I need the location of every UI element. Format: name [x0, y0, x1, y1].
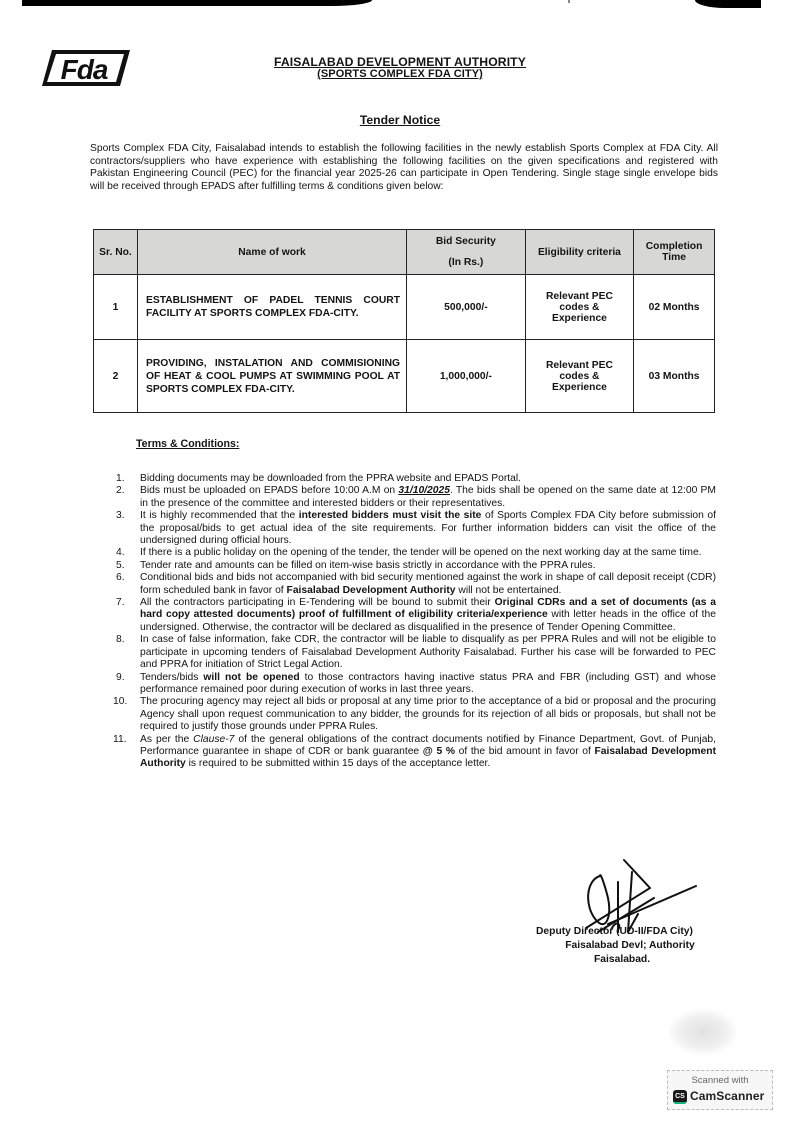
- term-item: [113, 696, 716, 733]
- camscanner-watermark: [667, 1070, 773, 1110]
- header-completion-time: Completion Time: [634, 230, 715, 275]
- page-title: Tender Notice: [359, 113, 441, 127]
- term-number: 10.: [113, 696, 128, 708]
- term-item: [116, 547, 716, 559]
- term-number: 6.: [116, 572, 125, 584]
- cell-bid-security: 1,000,000/-: [407, 340, 526, 413]
- header-bid-security-unit: (In Rs.): [448, 257, 484, 268]
- term-text: . The bids shall be opened on the same date at 12:00 PM in the presence of the committee and interested bidders or their representatives.: [140, 485, 717, 509]
- fda-logo-icon: [42, 49, 130, 87]
- header-sr-no: Sr. No.: [94, 230, 138, 275]
- term-number: 11.: [113, 733, 127, 745]
- term-text: As per the: [140, 733, 194, 745]
- header-bid-security: [407, 230, 526, 275]
- cell-name-of-work: ESTABLISHMENT OF PADEL TENNIS COURT FACILITY AT SPORTS COMPLEX FDA-CITY.: [137, 275, 406, 340]
- header-eligibility: Eligibility criteria: [525, 230, 633, 275]
- sub-organization-name: (SPORTS COMPLEX FDA CITY): [317, 68, 483, 80]
- term-text: It is highly recommended that the: [140, 510, 299, 522]
- scan-border-right: [695, 0, 761, 8]
- term-item: [116, 597, 716, 634]
- cell-completion: 02 Months: [634, 275, 715, 340]
- term-number: 1.: [116, 473, 125, 484]
- term-item: [113, 733, 717, 771]
- term-emphasis: @ 5 %: [422, 745, 455, 757]
- term-text: of Sports Complex FDA City before submission of the proposal/bids to get actual idea of the site requirements. For further information bidders can visit the office of the undersigned during official hours.: [140, 510, 716, 547]
- term-number: 3.: [116, 510, 125, 522]
- term-text: The procuring agency may reject all bids or proposal at any time prior to the acceptance of a bid or proposal and the procuring Agency shall upon request communication to any bidder, the grounds for its rejection of all bids or proposals, but shall not be required to justify those grounds under PPRA Rules.: [140, 696, 716, 733]
- term-text: Bids must be uploaded on EPADS before 10:00 A.M on: [140, 485, 399, 497]
- scan-smudge: [668, 1008, 738, 1056]
- term-number: 5.: [116, 559, 125, 571]
- term-text: If there is a public holiday on the opening of the tender, the tender will be opened on the next working day at the same time.: [140, 547, 702, 559]
- cell-eligibility: Relevant PEC codes & Experience: [525, 275, 633, 340]
- term-number: 7.: [116, 597, 125, 609]
- terms-heading: Terms & Conditions:: [136, 438, 240, 450]
- scan-artifact: [568, 0, 570, 3]
- organization-name: FAISALABAD DEVELOPMENT AUTHORITY: [274, 55, 526, 69]
- term-text: Tenders/bids: [140, 671, 204, 683]
- term-text: to those contractors having inactive status PRA and FBR (including GST) and whose performance remained poor during execution of works in last three years.: [140, 671, 717, 695]
- term-emphasis: Original CDRs and a set of documents (as a hard copy attested documents) proof of fulfillment of eligibility criteria/experience: [140, 597, 716, 621]
- term-emphasis: interested bidders must visit the site: [298, 510, 482, 522]
- scan-border-left: [22, 0, 372, 6]
- term-text: will not be entertained.: [455, 584, 562, 596]
- term-text: with letter heads in the office of the undersigned. Otherwise, the contractor will be declared as disqualified in the presence of Tender Opening Committee.: [140, 609, 716, 633]
- term-item: [116, 485, 716, 510]
- signatory-org: Faisalabad Devl; Authority: [565, 940, 695, 951]
- term-emphasis: will not be opened: [203, 671, 300, 683]
- term-text: In case of false information, fake CDR, the contractor will be liable to disqualify as per PPRA Rules and will not be eligible to participate in upcoming tenders of Faisalabad Development Authority Faisalabad. Further his case will be forwarded to PEC and PPRA for initiation of Strict Legal Action.: [140, 634, 716, 671]
- signatory-city: Faisalabad.: [594, 954, 651, 965]
- table-row: [94, 340, 715, 413]
- term-text: Conditional bids and bids not accompanied with bid security mentioned against the work in shape of call deposit receipt (CDR) form scheduled bank in favor of: [140, 572, 716, 596]
- term-number: 2.: [116, 485, 125, 497]
- term-text: of the bid amount in favor of: [454, 745, 595, 757]
- table-row: [94, 275, 715, 340]
- term-number: 8.: [116, 634, 125, 646]
- terms-list: [113, 473, 717, 771]
- cell-completion: 03 Months: [634, 340, 715, 413]
- svg-text:Fda: Fda: [60, 54, 108, 85]
- table-header-row: [94, 230, 715, 275]
- term-number: 4.: [116, 547, 125, 559]
- cell-name-of-work: PROVIDING, INSTALATION AND COMMISIONING OF HEAT & COOL PUMPS AT SWIMMING POOL AT SPORTS COMPLEX FDA-CITY.: [137, 340, 406, 413]
- term-number: 9.: [116, 671, 125, 683]
- term-clause-ref: Clause-7: [193, 733, 235, 745]
- term-emphasis: Faisalabad Development Authority: [140, 745, 716, 770]
- watermark-brand: CamScanner: [690, 1089, 765, 1103]
- cell-sr: 1: [94, 275, 138, 340]
- term-item: [116, 473, 716, 485]
- term-text: of the general obligations of the contract documents notified by Finance Department, Govt. of Punjab, Performance guarantee in shape of CDR or bank guarantee: [140, 733, 717, 757]
- term-item: [116, 572, 716, 597]
- camscanner-logo-icon: CS: [673, 1090, 687, 1104]
- term-text: Tender rate and amounts can be filled on item-wise basis strictly in accordance with the PPRA rules.: [140, 559, 596, 571]
- term-text: Bidding documents may be downloaded from the PPRA website and EPADS Portal.: [140, 473, 522, 484]
- term-item: [116, 560, 716, 572]
- cell-sr: 2: [94, 340, 138, 413]
- term-text: is required to be submitted within 15 days of the acceptance letter.: [185, 758, 491, 770]
- header-bid-security-label: Bid Security: [435, 236, 496, 247]
- header-name-of-work: Name of work: [137, 230, 406, 275]
- intro-paragraph: Sports Complex FDA City, Faisalabad intends to establish the following facilities in the newly establish Sports Complex at FDA City. All contractors/suppliers who have experience with establishing the following facilities on the given specifications and registered with Pakistan Engineering Council (PEC) for the financial year 2025-26 can participate in Open Tendering. Single stage single envelope bids will be received through EPADS after fulfilling terms & conditions given below:: [90, 143, 718, 192]
- term-item: [116, 672, 716, 697]
- term-emphasis: Faisalabad Development Authority: [286, 584, 456, 596]
- works-table: [93, 229, 715, 413]
- signatory-block: [530, 925, 730, 967]
- term-item: [116, 510, 716, 547]
- term-text: All the contractors participating in E-Tendering will be bound to submit their: [140, 597, 495, 609]
- term-item: [116, 634, 716, 671]
- signatory-title: Deputy Director (UD-II/FDA City): [536, 926, 693, 937]
- cell-bid-security: 500,000/-: [407, 275, 526, 340]
- deadline-date: 31/10/2025: [398, 485, 450, 497]
- watermark-label: Scanned with: [691, 1075, 749, 1086]
- cell-eligibility: Relevant PEC codes & Experience: [525, 340, 633, 413]
